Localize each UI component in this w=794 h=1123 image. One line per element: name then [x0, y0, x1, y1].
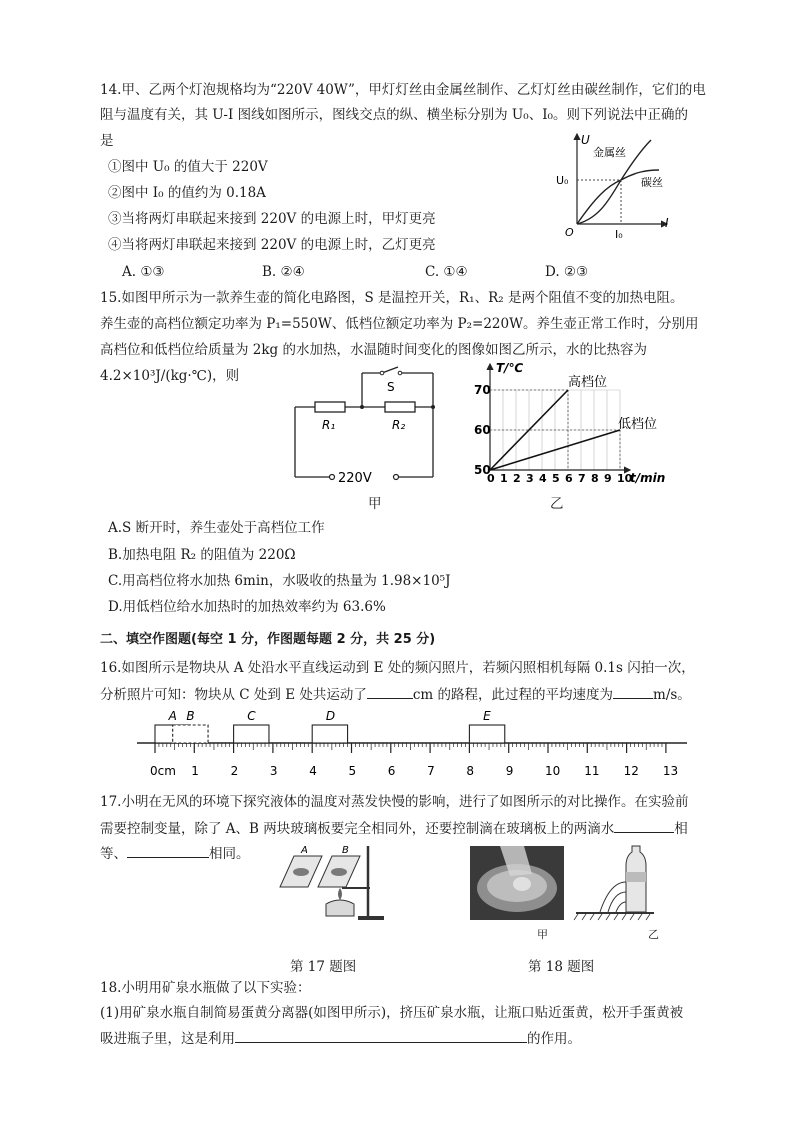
- q18-stem-line3: [100, 1028, 581, 1049]
- q15-x-tick-label: 9: [604, 472, 612, 485]
- q15-x-tick-label: 3: [526, 472, 534, 485]
- q14-i0-label: I₀: [615, 228, 623, 241]
- q14-stem-line1: 14.甲、乙两个灯泡规格均为“220V 40W”，甲灯灯丝由金属丝制作、乙灯灯丝由碳丝制作，它们的电: [100, 82, 706, 98]
- q16-stem-line2: [100, 684, 691, 705]
- q15-x-tick-label: 7: [578, 472, 586, 485]
- q17-stem-part1: 需要控制变量，除了 A、B 两块玻璃板要完全相同外，还要控制滴在玻璃板上的两滴水: [100, 821, 615, 837]
- q15-stem-line2: 养生壶的高档位额定功率为 P₁=550W、低档位额定功率为 P₂=220W。养生壶正常工作时，分别用: [100, 316, 699, 332]
- q16-stem-part1: 分析照片可知：物块从 C 处到 E 处共运动了: [100, 687, 367, 703]
- q18-label-yi: 乙: [648, 928, 659, 941]
- q15-option-b: B.加热电阻 R₂ 的阻值为 220Ω: [108, 547, 296, 563]
- q16-ruler-label: 5: [348, 764, 357, 778]
- q15-r1-resistor: [315, 402, 345, 412]
- q16-ruler-figure: [135, 705, 690, 780]
- q16-block-label: C: [247, 709, 256, 723]
- q15-x-tick-label: 6: [565, 472, 573, 485]
- q15-x-tick-label: 0: [487, 472, 495, 485]
- q15-x-axis-label: t/min: [630, 471, 666, 485]
- q14-u-label: U: [581, 133, 590, 147]
- q14-option-c: C. ①④: [425, 264, 468, 280]
- q17-stem-part4: 相同。: [209, 846, 250, 862]
- q14-statement-2: ②图中 I₀ 的值约为 0.18A: [108, 185, 266, 201]
- q16-ruler-label: 13: [662, 764, 679, 778]
- q17-stem-part3: 等、: [100, 846, 127, 862]
- q17-figure: [268, 842, 388, 922]
- q14-i-label: I: [665, 216, 669, 230]
- q17-stem-line3: [100, 843, 250, 864]
- q16-ruler-label: 10: [545, 764, 561, 778]
- q16-ruler-label: 12: [623, 764, 639, 778]
- q16-ruler-label: 1: [191, 764, 199, 778]
- q18-bottle-diagram-yi: [570, 842, 660, 922]
- q16-ruler-label: 9: [505, 764, 514, 778]
- q16-block-c: [234, 725, 269, 743]
- q14-stem-line2: 阻与温度有关，其 U-I 图线如图所示，图线交点的纵、横坐标分别为 U₀、I₀。则下列说法中正确的: [100, 107, 688, 123]
- q15-r1-label: R₁: [322, 418, 336, 432]
- q15-switch-s: [382, 367, 398, 373]
- q16-ruler-label: 7: [427, 764, 435, 778]
- q17-alcohol-lamp: [326, 900, 354, 916]
- q16-ruler-label: 4: [309, 764, 317, 778]
- q16-block-label: B: [186, 709, 195, 723]
- q15-chart-caption: 乙: [550, 496, 564, 512]
- q15-x-tick-label: 8: [591, 472, 599, 485]
- q14-statement-4: ④当将两灯串联起来接到 220V 的电源上时，乙灯更亮: [108, 237, 436, 253]
- q16-block-label: D: [325, 709, 336, 723]
- q14-statement-1: ①图中 U₀ 的值大于 220V: [108, 159, 268, 175]
- q17-blank-1[interactable]: [614, 818, 674, 833]
- q15-s-label: S: [387, 380, 395, 394]
- q16-ruler-label: 8: [466, 764, 475, 778]
- q16-ruler-label: 2: [230, 764, 239, 778]
- q15-option-c: C.用高档位将水加热 6min，水吸收的热量为 1.98×10⁵J: [108, 573, 451, 589]
- q15-r2-label: R₂: [392, 418, 406, 432]
- q18-photo-jia: [470, 846, 564, 920]
- q16-ruler-label: 3: [269, 764, 278, 778]
- q16-ruler-label: 0cm: [150, 764, 176, 778]
- q17-stem-line2: [100, 818, 688, 839]
- q16-block-label: E: [483, 709, 491, 723]
- q18-stem-line2: (1)用矿泉水瓶自制简易蛋黄分离器(如图甲所示)，挤压矿泉水瓶，让瓶口贴近蛋黄，松开手蛋黄被: [100, 1005, 684, 1021]
- q16-stem-part2: cm 的路程，此过程的平均速度为: [412, 687, 614, 703]
- q16-stem-line1: 16.如图所示是物块从 A 处沿水平直线运动到 E 处的频闪照片，若频闪照相机每隔 0.1s 闪拍一次，: [100, 660, 695, 676]
- q18-label-jia: 甲: [537, 928, 548, 941]
- q15-circuit-caption: 甲: [368, 496, 382, 512]
- q14-carbon-label: 碳丝: [641, 176, 663, 189]
- q15-y-tick-label: 60: [474, 423, 491, 437]
- q18-blank-1[interactable]: [235, 1028, 527, 1043]
- q15-circuit-diagram: [290, 365, 440, 485]
- section2-title: 二、填空作图题(每空 1 分，作图题每题 2 分，共 25 分): [100, 632, 436, 647]
- q17-label-b: B: [342, 845, 349, 856]
- q15-stem-line3: 高档位和低档位给质量为 2kg 的水加热，水温随时间变化的图像如图乙所示，水的比热容为: [100, 342, 647, 358]
- q18-stem-line1: 18.小明用矿泉水瓶做了以下实验：: [100, 980, 311, 996]
- q16-ruler-label: 11: [584, 764, 600, 778]
- q16-blank-distance[interactable]: [367, 684, 413, 699]
- q15-r2-resistor: [385, 402, 415, 412]
- q15-temperature-chart: [460, 360, 670, 490]
- q16-blank-speed[interactable]: [613, 684, 653, 699]
- q18-stem-part2: 的作用。: [527, 1031, 581, 1047]
- q15-voltage-label: 220V: [338, 471, 372, 485]
- q15-y-tick-label: 70: [474, 383, 491, 397]
- q17-label-a: A: [301, 845, 308, 856]
- q14-stem-line3: 是: [100, 133, 114, 149]
- q15-x-tick-label: 5: [552, 472, 560, 485]
- q14-origin-label: O: [565, 226, 574, 239]
- q15-option-a: A.S 断开时，养生壶处于高档位工作: [108, 520, 325, 536]
- q18-stem-part1: 吸进瓶子里，这是利用: [100, 1031, 235, 1047]
- q14-statement-3: ③当将两灯串联起来接到 220V 的电源上时，甲灯更亮: [108, 211, 436, 227]
- q15-x-tick-label: 2: [513, 472, 521, 485]
- q17-stem-line1: 17.小明在无风的环境下探究液体的温度对蒸发快慢的影响，进行了如图所示的对比操作。在实验前: [100, 794, 689, 810]
- q17-caption: 第 17 题图: [290, 959, 357, 975]
- q14-option-b: B. ②④: [262, 264, 305, 280]
- q15-stem-line1: 15.如图甲所示为一款养生壶的简化电路图，S 是温控开关，R₁、R₂ 是两个阻值不变的加热电阻。: [100, 290, 684, 306]
- q14-metal-label: 金属丝: [593, 146, 626, 159]
- q15-stem-line4: 4.2×10³J/(kg·℃)，则: [100, 368, 240, 384]
- q15-x-tick-label: 10: [617, 472, 633, 485]
- q17-stem-part2: 相: [674, 821, 688, 837]
- q15-y-tick-label: 50: [474, 463, 491, 477]
- q14-option-a: A. ①③: [122, 264, 165, 280]
- q15-series-high-label: 高档位: [568, 375, 608, 390]
- q15-x-tick-label: 4: [539, 472, 547, 485]
- q14-option-d: D. ②③: [545, 264, 589, 280]
- q17-blank-2[interactable]: [127, 843, 209, 858]
- q16-block-b: [173, 725, 208, 743]
- q16-ruler-label: 6: [387, 764, 396, 778]
- q15-series-low-label: 低档位: [618, 417, 658, 432]
- q16-block-label: A: [168, 709, 177, 723]
- q14-u0-label: U₀: [556, 174, 569, 187]
- q15-y-axis-label: T/℃: [496, 361, 524, 375]
- q16-stem-part3: m/s。: [653, 687, 691, 703]
- q14-ui-graph: [555, 128, 685, 243]
- q18-caption: 第 18 题图: [528, 959, 595, 975]
- q16-block-e: [469, 725, 504, 743]
- q15-x-tick-label: 1: [500, 472, 508, 485]
- q15-option-d: D.用低档位给水加热时的加热效率约为 63.6%: [108, 599, 386, 615]
- q16-block-d: [312, 725, 347, 743]
